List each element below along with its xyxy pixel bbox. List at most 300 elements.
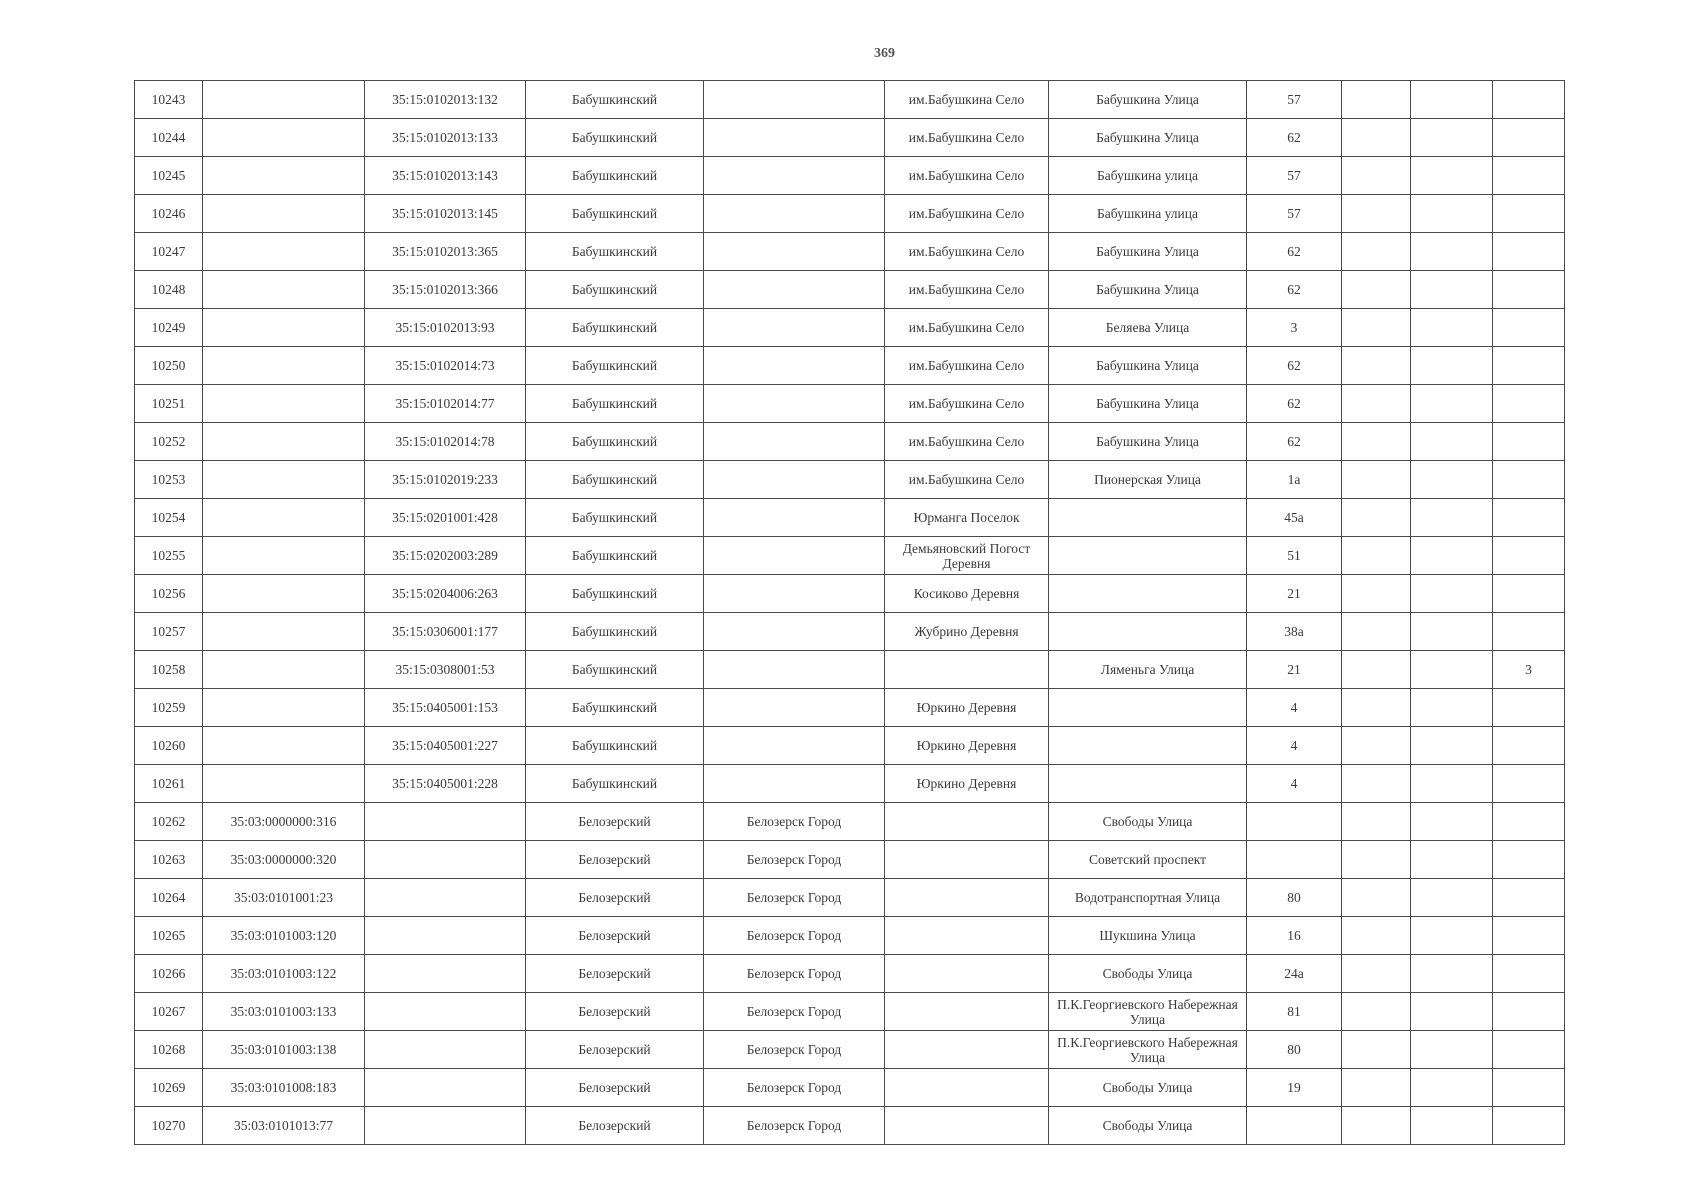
cell-city <box>704 689 885 727</box>
table-row <box>135 727 1565 765</box>
cell-building <box>1342 499 1411 537</box>
cell-building <box>1342 879 1411 917</box>
cell-building <box>1342 727 1411 765</box>
cell-district: Бабушкинский <box>526 119 704 157</box>
cell-structure <box>1411 727 1493 765</box>
cell-settlement <box>885 879 1049 917</box>
cell-structure <box>1411 347 1493 385</box>
cell-row-number: 10269 <box>135 1069 203 1107</box>
cell-house-number: 57 <box>1247 195 1342 233</box>
cell-district: Бабушкинский <box>526 81 704 119</box>
cell-cadastral-number-building <box>203 575 365 613</box>
cell-cadastral-number-room: 35:15:0102014:73 <box>365 347 526 385</box>
cell-cadastral-number-building: 35:03:0000000:320 <box>203 841 365 879</box>
cell-cadastral-number-room <box>365 841 526 879</box>
cell-cadastral-number-building <box>203 385 365 423</box>
cell-row-number: 10250 <box>135 347 203 385</box>
cell-row-number: 10248 <box>135 271 203 309</box>
cell-apartment <box>1493 575 1565 613</box>
table-row <box>135 423 1565 461</box>
cell-building <box>1342 1069 1411 1107</box>
table-row <box>135 157 1565 195</box>
cell-cadastral-number-building <box>203 81 365 119</box>
cell-district: Белозерский <box>526 1107 704 1145</box>
cell-city <box>704 423 885 461</box>
cell-row-number: 10255 <box>135 537 203 575</box>
cell-cadastral-number-room: 35:15:0102013:132 <box>365 81 526 119</box>
cell-apartment: 3 <box>1493 651 1565 689</box>
cell-street <box>1049 575 1247 613</box>
table-row <box>135 879 1565 917</box>
cell-row-number: 10244 <box>135 119 203 157</box>
cell-cadastral-number-room <box>365 917 526 955</box>
cell-settlement: им.Бабушкина Село <box>885 81 1049 119</box>
cell-district: Бабушкинский <box>526 537 704 575</box>
cell-street: Свободы Улица <box>1049 955 1247 993</box>
cell-city <box>704 81 885 119</box>
cell-cadastral-number-building <box>203 689 365 727</box>
cell-building <box>1342 119 1411 157</box>
cell-street: Бабушкина Улица <box>1049 271 1247 309</box>
cell-apartment <box>1493 879 1565 917</box>
cell-cadastral-number-room: 35:15:0405001:153 <box>365 689 526 727</box>
cell-house-number: 24а <box>1247 955 1342 993</box>
cell-cadastral-number-building <box>203 613 365 651</box>
cell-settlement <box>885 841 1049 879</box>
cell-cadastral-number-room <box>365 1069 526 1107</box>
cell-cadastral-number-building <box>203 347 365 385</box>
cell-structure <box>1411 993 1493 1031</box>
cell-street: Бабушкина улица <box>1049 195 1247 233</box>
cell-row-number: 10245 <box>135 157 203 195</box>
cell-city <box>704 575 885 613</box>
cell-house-number: 62 <box>1247 423 1342 461</box>
cell-house-number: 45а <box>1247 499 1342 537</box>
cell-settlement: им.Бабушкина Село <box>885 461 1049 499</box>
cell-settlement <box>885 803 1049 841</box>
table-row <box>135 385 1565 423</box>
cell-cadastral-number-room <box>365 1107 526 1145</box>
cell-street: Бабушкина Улица <box>1049 347 1247 385</box>
cell-street: Водотранспортная Улица <box>1049 879 1247 917</box>
cell-city <box>704 157 885 195</box>
cell-cadastral-number-room <box>365 803 526 841</box>
cell-house-number: 21 <box>1247 575 1342 613</box>
cell-city <box>704 765 885 803</box>
table-row <box>135 841 1565 879</box>
cell-building <box>1342 1107 1411 1145</box>
cell-cadastral-number-room <box>365 879 526 917</box>
cell-apartment <box>1493 955 1565 993</box>
cell-cadastral-number-building: 35:03:0101003:133 <box>203 993 365 1031</box>
cell-structure <box>1411 385 1493 423</box>
page-number: 369 <box>874 46 895 61</box>
cell-apartment <box>1493 765 1565 803</box>
cell-apartment <box>1493 119 1565 157</box>
cell-cadastral-number-room: 35:15:0405001:227 <box>365 727 526 765</box>
cell-district: Бабушкинский <box>526 309 704 347</box>
cell-street: Бабушкина Улица <box>1049 119 1247 157</box>
cell-city: Белозерск Город <box>704 955 885 993</box>
cell-settlement: им.Бабушкина Село <box>885 271 1049 309</box>
cell-cadastral-number-building: 35:03:0101013:77 <box>203 1107 365 1145</box>
cell-building <box>1342 233 1411 271</box>
cell-building <box>1342 841 1411 879</box>
cell-cadastral-number-building <box>203 157 365 195</box>
cell-cadastral-number-building: 35:03:0101003:122 <box>203 955 365 993</box>
cell-district: Бабушкинский <box>526 157 704 195</box>
cell-building <box>1342 385 1411 423</box>
cell-row-number: 10265 <box>135 917 203 955</box>
cell-cadastral-number-building <box>203 195 365 233</box>
cell-apartment <box>1493 157 1565 195</box>
cell-street: Бабушкина Улица <box>1049 81 1247 119</box>
cell-cadastral-number-building <box>203 461 365 499</box>
cell-house-number <box>1247 803 1342 841</box>
cell-row-number: 10251 <box>135 385 203 423</box>
cell-cadastral-number-building <box>203 233 365 271</box>
cell-house-number: 62 <box>1247 347 1342 385</box>
cell-settlement: Демьяновский Погост Деревня <box>885 537 1049 575</box>
cell-district: Бабушкинский <box>526 727 704 765</box>
cell-street: П.К.Георгиевского Набережная Улица <box>1049 993 1247 1031</box>
cell-street: П.К.Георгиевского Набережная Улица <box>1049 1031 1247 1069</box>
cell-building <box>1342 461 1411 499</box>
cell-structure <box>1411 689 1493 727</box>
cell-settlement <box>885 651 1049 689</box>
cell-house-number <box>1247 1107 1342 1145</box>
cell-district: Бабушкинский <box>526 613 704 651</box>
cell-building <box>1342 347 1411 385</box>
cell-building <box>1342 803 1411 841</box>
cell-settlement <box>885 1107 1049 1145</box>
registry-table <box>134 80 1565 1145</box>
cell-cadastral-number-building: 35:03:0101008:183 <box>203 1069 365 1107</box>
cell-cadastral-number-building <box>203 423 365 461</box>
cell-building <box>1342 81 1411 119</box>
cell-cadastral-number-building <box>203 765 365 803</box>
cell-street: Бабушкина Улица <box>1049 385 1247 423</box>
cell-house-number: 57 <box>1247 81 1342 119</box>
cell-structure <box>1411 233 1493 271</box>
cell-district: Бабушкинский <box>526 689 704 727</box>
cell-apartment <box>1493 727 1565 765</box>
cell-city: Белозерск Город <box>704 1107 885 1145</box>
cell-city <box>704 309 885 347</box>
cell-city <box>704 119 885 157</box>
cell-district: Белозерский <box>526 879 704 917</box>
cell-structure <box>1411 1069 1493 1107</box>
table-row <box>135 765 1565 803</box>
cell-structure <box>1411 613 1493 651</box>
cell-cadastral-number-room: 35:15:0102014:77 <box>365 385 526 423</box>
cell-street <box>1049 499 1247 537</box>
cell-cadastral-number-building: 35:03:0101001:23 <box>203 879 365 917</box>
cell-district: Бабушкинский <box>526 499 704 537</box>
cell-apartment <box>1493 613 1565 651</box>
cell-house-number: 62 <box>1247 385 1342 423</box>
cell-city <box>704 499 885 537</box>
cell-apartment <box>1493 803 1565 841</box>
cell-structure <box>1411 803 1493 841</box>
table-row <box>135 689 1565 727</box>
cell-house-number: 4 <box>1247 689 1342 727</box>
cell-row-number: 10266 <box>135 955 203 993</box>
cell-district: Бабушкинский <box>526 347 704 385</box>
cell-building <box>1342 993 1411 1031</box>
cell-row-number: 10253 <box>135 461 203 499</box>
cell-structure <box>1411 271 1493 309</box>
cell-apartment <box>1493 233 1565 271</box>
cell-row-number: 10257 <box>135 613 203 651</box>
table-row <box>135 993 1565 1031</box>
cell-cadastral-number-building: 35:03:0000000:316 <box>203 803 365 841</box>
cell-cadastral-number-room <box>365 1031 526 1069</box>
cell-structure <box>1411 157 1493 195</box>
cell-street <box>1049 689 1247 727</box>
cell-apartment <box>1493 1069 1565 1107</box>
cell-settlement <box>885 993 1049 1031</box>
cell-structure <box>1411 575 1493 613</box>
table-row <box>135 803 1565 841</box>
cell-apartment <box>1493 385 1565 423</box>
cell-house-number: 38а <box>1247 613 1342 651</box>
cell-settlement: Юркино Деревня <box>885 689 1049 727</box>
cell-district: Белозерский <box>526 1031 704 1069</box>
cell-house-number: 4 <box>1247 727 1342 765</box>
cell-row-number: 10252 <box>135 423 203 461</box>
cell-cadastral-number-building <box>203 309 365 347</box>
cell-street: Бабушкина Улица <box>1049 423 1247 461</box>
cell-district: Белозерский <box>526 917 704 955</box>
cell-cadastral-number-room: 35:15:0102013:366 <box>365 271 526 309</box>
cell-street: Свободы Улица <box>1049 1069 1247 1107</box>
cell-apartment <box>1493 499 1565 537</box>
cell-structure <box>1411 1031 1493 1069</box>
cell-house-number: 80 <box>1247 1031 1342 1069</box>
table-row <box>135 461 1565 499</box>
cell-city: Белозерск Город <box>704 841 885 879</box>
cell-cadastral-number-room: 35:15:0202003:289 <box>365 537 526 575</box>
cell-settlement: им.Бабушкина Село <box>885 157 1049 195</box>
cell-row-number: 10259 <box>135 689 203 727</box>
cell-district: Бабушкинский <box>526 765 704 803</box>
cell-cadastral-number-room: 35:15:0204006:263 <box>365 575 526 613</box>
cell-row-number: 10261 <box>135 765 203 803</box>
table-row <box>135 955 1565 993</box>
table-row <box>135 1107 1565 1145</box>
cell-house-number: 19 <box>1247 1069 1342 1107</box>
cell-building <box>1342 423 1411 461</box>
cell-district: Бабушкинский <box>526 385 704 423</box>
cell-structure <box>1411 955 1493 993</box>
cell-building <box>1342 651 1411 689</box>
cell-structure <box>1411 879 1493 917</box>
table-row <box>135 81 1565 119</box>
cell-cadastral-number-building: 35:03:0101003:120 <box>203 917 365 955</box>
cell-house-number: 62 <box>1247 271 1342 309</box>
cell-building <box>1342 271 1411 309</box>
cell-settlement: им.Бабушкина Село <box>885 309 1049 347</box>
cell-row-number: 10243 <box>135 81 203 119</box>
cell-house-number: 3 <box>1247 309 1342 347</box>
cell-apartment <box>1493 841 1565 879</box>
cell-apartment <box>1493 1031 1565 1069</box>
cell-city: Белозерск Город <box>704 917 885 955</box>
cell-cadastral-number-room: 35:15:0102013:93 <box>365 309 526 347</box>
cell-building <box>1342 1031 1411 1069</box>
cell-row-number: 10254 <box>135 499 203 537</box>
cell-city <box>704 461 885 499</box>
table-row <box>135 575 1565 613</box>
cell-city <box>704 613 885 651</box>
cell-building <box>1342 157 1411 195</box>
cell-cadastral-number-building <box>203 537 365 575</box>
table-row <box>135 233 1565 271</box>
cell-settlement: Юрманга Поселок <box>885 499 1049 537</box>
cell-row-number: 10268 <box>135 1031 203 1069</box>
cell-structure <box>1411 119 1493 157</box>
table-row <box>135 613 1565 651</box>
cell-city <box>704 271 885 309</box>
cell-house-number: 62 <box>1247 119 1342 157</box>
cell-row-number: 10262 <box>135 803 203 841</box>
cell-cadastral-number-room: 35:15:0102013:365 <box>365 233 526 271</box>
cell-structure <box>1411 423 1493 461</box>
cell-district: Бабушкинский <box>526 423 704 461</box>
cell-settlement: им.Бабушкина Село <box>885 119 1049 157</box>
cell-building <box>1342 689 1411 727</box>
cell-city: Белозерск Город <box>704 879 885 917</box>
cell-cadastral-number-room: 35:15:0102013:133 <box>365 119 526 157</box>
cell-row-number: 10264 <box>135 879 203 917</box>
cell-district: Белозерский <box>526 841 704 879</box>
cell-city: Белозерск Город <box>704 993 885 1031</box>
registry-body <box>135 81 1565 1145</box>
cell-street: Свободы Улица <box>1049 1107 1247 1145</box>
table-row <box>135 271 1565 309</box>
cell-street <box>1049 613 1247 651</box>
cell-structure <box>1411 651 1493 689</box>
cell-row-number: 10263 <box>135 841 203 879</box>
cell-district: Белозерский <box>526 993 704 1031</box>
cell-settlement: Косиково Деревня <box>885 575 1049 613</box>
cell-street: Бабушкина Улица <box>1049 233 1247 271</box>
cell-settlement <box>885 955 1049 993</box>
cell-settlement: Юркино Деревня <box>885 765 1049 803</box>
cell-structure <box>1411 537 1493 575</box>
cell-cadastral-number-room: 35:15:0102013:145 <box>365 195 526 233</box>
cell-street: Советский проспект <box>1049 841 1247 879</box>
cell-district: Белозерский <box>526 955 704 993</box>
cell-house-number: 81 <box>1247 993 1342 1031</box>
cell-house-number: 1а <box>1247 461 1342 499</box>
cell-street: Пионерская Улица <box>1049 461 1247 499</box>
cell-structure <box>1411 81 1493 119</box>
cell-structure <box>1411 841 1493 879</box>
cell-cadastral-number-room: 35:15:0102019:233 <box>365 461 526 499</box>
cell-district: Бабушкинский <box>526 461 704 499</box>
cell-row-number: 10270 <box>135 1107 203 1145</box>
cell-cadastral-number-building <box>203 119 365 157</box>
cell-structure <box>1411 1107 1493 1145</box>
cell-district: Бабушкинский <box>526 195 704 233</box>
cell-cadastral-number-room: 35:15:0308001:53 <box>365 651 526 689</box>
cell-row-number: 10249 <box>135 309 203 347</box>
table-row <box>135 309 1565 347</box>
cell-settlement: им.Бабушкина Село <box>885 385 1049 423</box>
cell-settlement <box>885 1069 1049 1107</box>
cell-street <box>1049 537 1247 575</box>
cell-cadastral-number-building <box>203 271 365 309</box>
cell-cadastral-number-room: 35:15:0102013:143 <box>365 157 526 195</box>
cell-apartment <box>1493 537 1565 575</box>
cell-street <box>1049 765 1247 803</box>
cell-street: Ляменьга Улица <box>1049 651 1247 689</box>
cell-building <box>1342 575 1411 613</box>
cell-street: Беляева Улица <box>1049 309 1247 347</box>
cell-cadastral-number-room <box>365 955 526 993</box>
cell-house-number: 51 <box>1247 537 1342 575</box>
cell-city <box>704 727 885 765</box>
cell-cadastral-number-building: 35:03:0101003:138 <box>203 1031 365 1069</box>
cell-apartment <box>1493 1107 1565 1145</box>
cell-row-number: 10246 <box>135 195 203 233</box>
cell-apartment <box>1493 81 1565 119</box>
cell-cadastral-number-building <box>203 727 365 765</box>
cell-house-number: 16 <box>1247 917 1342 955</box>
cell-apartment <box>1493 461 1565 499</box>
cell-city <box>704 347 885 385</box>
cell-settlement: им.Бабушкина Село <box>885 347 1049 385</box>
cell-apartment <box>1493 917 1565 955</box>
cell-building <box>1342 309 1411 347</box>
cell-structure <box>1411 309 1493 347</box>
cell-house-number: 21 <box>1247 651 1342 689</box>
cell-settlement: Жубрино Деревня <box>885 613 1049 651</box>
cell-building <box>1342 195 1411 233</box>
cell-settlement: им.Бабушкина Село <box>885 233 1049 271</box>
cell-house-number <box>1247 841 1342 879</box>
cell-settlement: им.Бабушкина Село <box>885 423 1049 461</box>
cell-street: Свободы Улица <box>1049 803 1247 841</box>
cell-building <box>1342 955 1411 993</box>
cell-settlement: Юркино Деревня <box>885 727 1049 765</box>
cell-row-number: 10256 <box>135 575 203 613</box>
cell-settlement <box>885 1031 1049 1069</box>
cell-building <box>1342 765 1411 803</box>
cell-structure <box>1411 765 1493 803</box>
cell-apartment <box>1493 423 1565 461</box>
cell-street: Бабушкина улица <box>1049 157 1247 195</box>
cell-apartment <box>1493 993 1565 1031</box>
cell-building <box>1342 917 1411 955</box>
cell-city: Белозерск Город <box>704 803 885 841</box>
cell-cadastral-number-room: 35:15:0201001:428 <box>365 499 526 537</box>
cell-district: Бабушкинский <box>526 651 704 689</box>
table-row <box>135 917 1565 955</box>
cell-structure <box>1411 499 1493 537</box>
cell-city <box>704 651 885 689</box>
cell-settlement <box>885 917 1049 955</box>
cell-cadastral-number-building <box>203 499 365 537</box>
cell-apartment <box>1493 689 1565 727</box>
cell-district: Белозерский <box>526 803 704 841</box>
cell-city <box>704 385 885 423</box>
cell-cadastral-number-building <box>203 651 365 689</box>
cell-house-number: 80 <box>1247 879 1342 917</box>
table-row <box>135 537 1565 575</box>
